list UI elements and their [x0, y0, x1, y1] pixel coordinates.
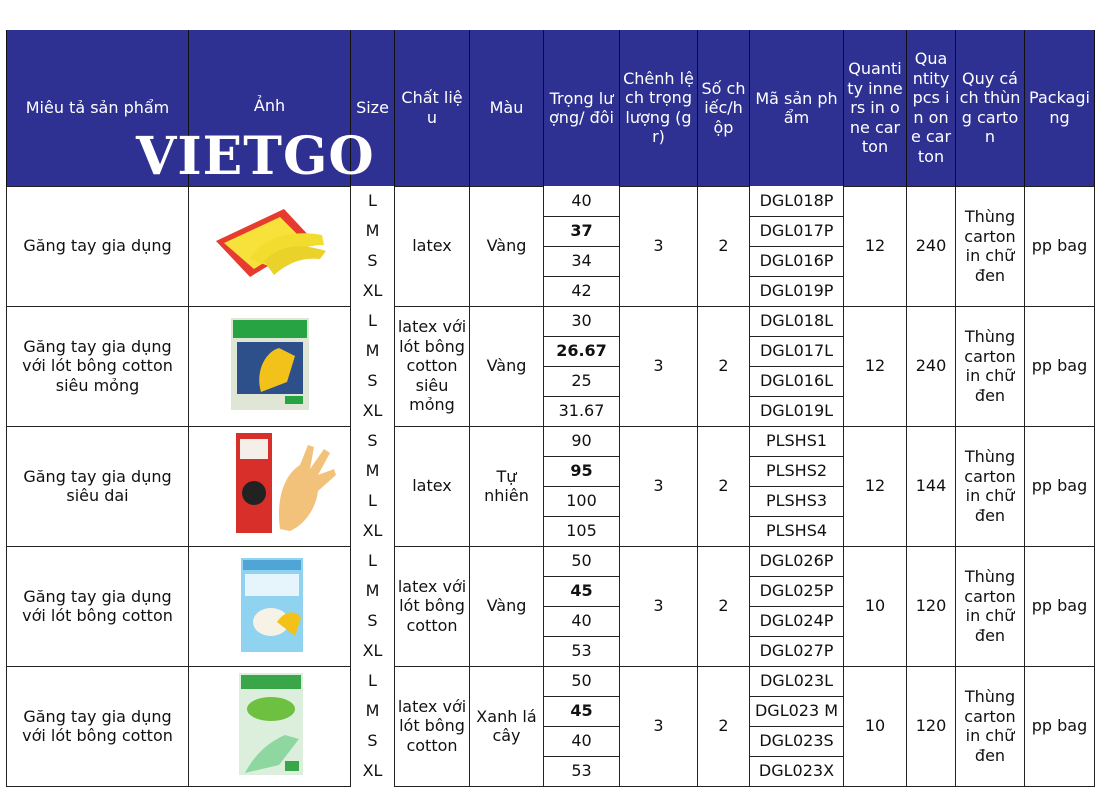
material-cell: latex	[395, 426, 470, 546]
product-code-cell: DGL016P	[750, 246, 844, 276]
weight-diff-cell: 3	[620, 186, 698, 306]
product-image	[189, 306, 351, 426]
color-cell: Vàng	[470, 546, 544, 666]
product-code-cell: DGL016L	[750, 366, 844, 396]
header-weight: Trọng lượng/ đôi	[544, 30, 620, 186]
header-packaging: Packaging	[1025, 30, 1095, 186]
header-image: Ảnh	[189, 30, 351, 186]
weight-cell: 45	[544, 696, 620, 726]
qty-inners-cell: 12	[844, 186, 907, 306]
table-row	[7, 306, 1095, 336]
color-cell: Tự nhiên	[470, 426, 544, 546]
product-image	[189, 426, 351, 546]
weight-cell: 26.67	[544, 336, 620, 366]
product-description: Găng tay gia dụng với lót bông cotton	[7, 666, 189, 786]
size-cell: L	[351, 186, 395, 216]
qty-pcs-cell: 240	[907, 186, 956, 306]
size-cell: M	[351, 456, 395, 486]
product-image	[189, 546, 351, 666]
product-spec-sheet	[6, 30, 1095, 787]
qty-pcs-cell: 120	[907, 546, 956, 666]
weight-cell: 40	[544, 606, 620, 636]
pieces-per-box-cell: 2	[698, 546, 750, 666]
carton-spec-cell: Thùng carton in chữ đen	[956, 546, 1025, 666]
header-pieces-per-box: Số chiếc/hộp	[698, 30, 750, 186]
product-code-cell: DGL018P	[750, 186, 844, 216]
carton-spec-cell: Thùng carton in chữ đen	[956, 666, 1025, 786]
product-code-cell: DGL023S	[750, 726, 844, 756]
size-cell: M	[351, 336, 395, 366]
product-code-cell: DGL017L	[750, 336, 844, 366]
pieces-per-box-cell: 2	[698, 306, 750, 426]
product-description: Găng tay gia dụng với lót bông cotton siêu mỏng	[7, 306, 189, 426]
weight-cell: 50	[544, 546, 620, 576]
size-cell: XL	[351, 636, 395, 666]
pieces-per-box-cell: 2	[698, 426, 750, 546]
weight-cell: 37	[544, 216, 620, 246]
weight-diff-cell: 3	[620, 666, 698, 786]
size-cell: S	[351, 366, 395, 396]
product-code-cell: DGL026P	[750, 546, 844, 576]
size-cell: XL	[351, 516, 395, 546]
size-cell: S	[351, 726, 395, 756]
product-code-cell: DGL019P	[750, 276, 844, 306]
product-code-cell: DGL023 M	[750, 696, 844, 726]
qty-pcs-cell: 120	[907, 666, 956, 786]
weight-cell: 42	[544, 276, 620, 306]
material-cell: latex	[395, 186, 470, 306]
weight-diff-cell: 3	[620, 546, 698, 666]
weight-diff-cell: 3	[620, 306, 698, 426]
size-cell: S	[351, 426, 395, 456]
size-cell: L	[351, 666, 395, 696]
color-cell: Xanh lá cây	[470, 666, 544, 786]
product-code-cell: DGL019L	[750, 396, 844, 426]
product-description: Găng tay gia dụng với lót bông cotton	[7, 546, 189, 666]
weight-cell: 45	[544, 576, 620, 606]
size-cell: L	[351, 546, 395, 576]
header-weight-diff: Chênh lệch trọng lượng (gr)	[620, 30, 698, 186]
material-cell: latex với lót bông cotton	[395, 666, 470, 786]
table-row	[7, 426, 1095, 456]
table-row	[7, 666, 1095, 696]
size-cell: M	[351, 696, 395, 726]
header-qty-pcs: Quantity pcs in one carton	[907, 30, 956, 186]
size-cell: L	[351, 306, 395, 336]
size-cell: S	[351, 246, 395, 276]
header-description: Miêu tả sản phẩm	[7, 30, 189, 186]
weight-cell: 50	[544, 666, 620, 696]
qty-inners-cell: 10	[844, 666, 907, 786]
blue-glove-package-icon	[189, 552, 350, 661]
material-cell: latex với lót bông cotton siêu mỏng	[395, 306, 470, 426]
qty-pcs-cell: 240	[907, 306, 956, 426]
glove-package-icon	[189, 312, 350, 421]
product-code-cell: PLSHS2	[750, 456, 844, 486]
weight-cell: 40	[544, 186, 620, 216]
size-cell: XL	[351, 756, 395, 786]
weight-cell: 100	[544, 486, 620, 516]
weight-cell: 25	[544, 366, 620, 396]
pieces-per-box-cell: 2	[698, 666, 750, 786]
size-cell: XL	[351, 276, 395, 306]
header-carton-spec: Quy cách thùng carton	[956, 30, 1025, 186]
carton-spec-cell: Thùng carton in chữ đen	[956, 306, 1025, 426]
weight-cell: 30	[544, 306, 620, 336]
product-code-cell: DGL018L	[750, 306, 844, 336]
product-image	[189, 666, 351, 786]
carton-spec-cell: Thùng carton in chữ đen	[956, 186, 1025, 306]
product-code-cell: PLSHS3	[750, 486, 844, 516]
table-row	[7, 186, 1095, 216]
qty-inners-cell: 12	[844, 306, 907, 426]
weight-cell: 105	[544, 516, 620, 546]
table-row	[7, 546, 1095, 576]
weight-cell: 95	[544, 456, 620, 486]
packaging-cell: pp bag	[1025, 426, 1095, 546]
size-cell: M	[351, 576, 395, 606]
packaging-cell: pp bag	[1025, 666, 1095, 786]
weight-diff-cell: 3	[620, 426, 698, 546]
product-code-cell: DGL024P	[750, 606, 844, 636]
weight-cell: 90	[544, 426, 620, 456]
weight-cell: 53	[544, 636, 620, 666]
weight-cell: 53	[544, 756, 620, 786]
header-product-code: Mã sản phẩm	[750, 30, 844, 186]
weight-cell: 31.67	[544, 396, 620, 426]
product-code-cell: DGL023X	[750, 756, 844, 786]
yellow-glove-package-icon	[189, 199, 350, 294]
product-description: Găng tay gia dụng siêu dai	[7, 426, 189, 546]
color-cell: Vàng	[470, 306, 544, 426]
product-description: Găng tay gia dụng	[7, 186, 189, 306]
packaging-cell: pp bag	[1025, 186, 1095, 306]
pieces-per-box-cell: 2	[698, 186, 750, 306]
product-code-cell: DGL025P	[750, 576, 844, 606]
packaging-cell: pp bag	[1025, 306, 1095, 426]
vietgo-logo: VIETGO	[136, 126, 375, 187]
qty-inners-cell: 12	[844, 426, 907, 546]
product-code-cell: PLSHS1	[750, 426, 844, 456]
carton-spec-cell: Thùng carton in chữ đen	[956, 426, 1025, 546]
product-code-cell: DGL023L	[750, 666, 844, 696]
header-size: Size	[351, 30, 395, 186]
packaging-cell: pp bag	[1025, 546, 1095, 666]
product-code-cell: PLSHS4	[750, 516, 844, 546]
header-material: Chất liệu	[395, 30, 470, 186]
size-cell: L	[351, 486, 395, 516]
weight-cell: 40	[544, 726, 620, 756]
header-color: Màu	[470, 30, 544, 186]
product-code-cell: DGL027P	[750, 636, 844, 666]
qty-pcs-cell: 144	[907, 426, 956, 546]
green-glove-package-icon	[189, 669, 350, 784]
product-code-cell: DGL017P	[750, 216, 844, 246]
color-cell: Vàng	[470, 186, 544, 306]
product-image	[189, 186, 351, 306]
qty-inners-cell: 10	[844, 546, 907, 666]
size-cell: M	[351, 216, 395, 246]
weight-cell: 34	[544, 246, 620, 276]
natural-glove-package-icon	[189, 429, 350, 544]
size-cell: XL	[351, 396, 395, 426]
size-cell: S	[351, 606, 395, 636]
header-qty-inners: Quantity inners in one carton	[844, 30, 907, 186]
material-cell: latex với lót bông cotton	[395, 546, 470, 666]
